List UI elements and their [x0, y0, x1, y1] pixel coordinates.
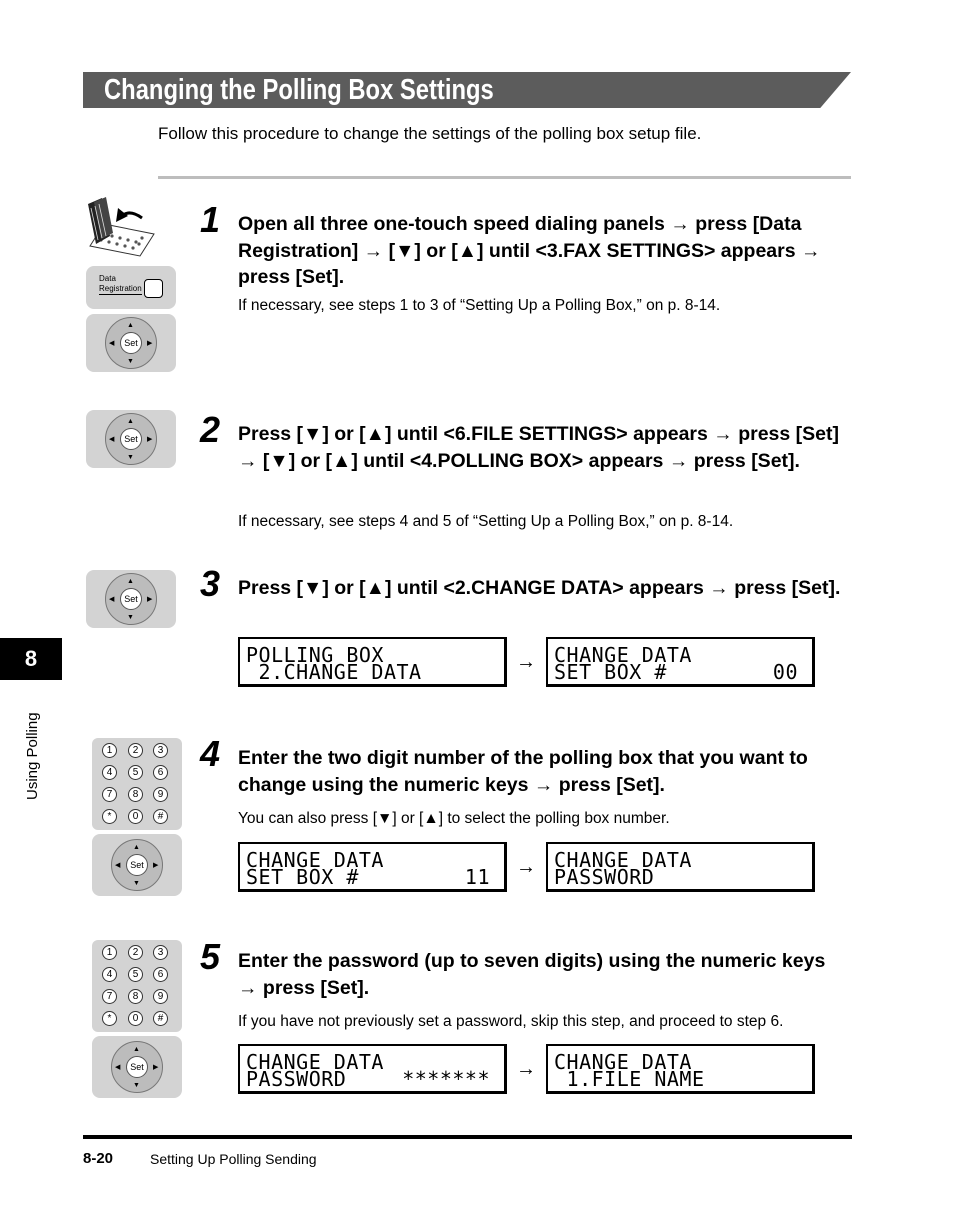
- key-3[interactable]: 3: [153, 945, 168, 960]
- numeric-keypad: [92, 940, 182, 1032]
- lcd-line-2: [554, 1067, 812, 1091]
- step-number: 3: [200, 563, 221, 604]
- data-registration-button[interactable]: [144, 279, 163, 298]
- chapter-label: Using Polling: [24, 712, 41, 800]
- lcd-display: [546, 1044, 815, 1094]
- set-button[interactable]: Set: [120, 428, 142, 450]
- left-arrow-icon: ◀: [109, 596, 115, 603]
- down-arrow-icon: ▼: [127, 358, 134, 365]
- step-instruction: Press [▼] or [▲] until <2.CHANGE DATA> appears → press [Set].: [238, 577, 841, 599]
- key-0[interactable]: 0: [128, 1011, 143, 1026]
- dpad-panel: [86, 314, 176, 372]
- key-7[interactable]: 7: [102, 989, 117, 1004]
- key-star[interactable]: *: [102, 809, 117, 824]
- one-touch-panels-icon: [84, 196, 156, 260]
- page-title: Changing the Polling Box Settings: [104, 74, 494, 106]
- key-9[interactable]: 9: [153, 787, 168, 802]
- lcd-display: [546, 842, 815, 892]
- data-registration-label-2: Registration: [99, 284, 142, 293]
- key-5[interactable]: 5: [128, 967, 143, 982]
- lcd-line-1: POLLING BOX: [246, 643, 384, 667]
- key-2[interactable]: 2: [128, 945, 143, 960]
- left-arrow-icon: ◀: [115, 862, 121, 869]
- up-arrow-icon: ▲: [133, 1046, 140, 1053]
- lcd-line-2-text: 1.FILE NAME: [554, 1067, 705, 1091]
- up-arrow-icon: ▲: [127, 418, 134, 425]
- arrow-icon: →: [516, 856, 536, 878]
- lcd-line-2: [554, 865, 812, 889]
- down-arrow-icon: ▼: [127, 454, 134, 461]
- key-3[interactable]: 3: [153, 743, 168, 758]
- dpad-panel: [92, 834, 182, 896]
- right-arrow-icon: ▶: [147, 340, 153, 347]
- right-arrow-icon: ▶: [147, 436, 153, 443]
- intro-text: Follow this procedure to change the settings of the polling box setup file.: [158, 124, 702, 143]
- lcd-line-2: [246, 865, 504, 889]
- set-button[interactable]: Set: [120, 332, 142, 354]
- page-number: 8-20: [83, 1150, 114, 1167]
- step-number: 2: [200, 409, 221, 450]
- right-arrow-icon: ▶: [153, 1064, 159, 1071]
- step-note: You can also press [▼] or [▲] to select the polling box number.: [238, 810, 670, 827]
- key-hash[interactable]: #: [153, 1011, 168, 1026]
- key-2[interactable]: 2: [128, 743, 143, 758]
- right-arrow-icon: ▶: [147, 596, 153, 603]
- lcd-display: [238, 1044, 507, 1094]
- data-registration-label-1: Data: [99, 274, 116, 283]
- step-instruction: Enter the password (up to seven digits) using the numeric keys → press [Set].: [238, 950, 826, 999]
- divider: [158, 176, 851, 179]
- lcd-line-1: CHANGE DATA: [246, 1050, 384, 1074]
- left-arrow-icon: ◀: [115, 1064, 121, 1071]
- key-7[interactable]: 7: [102, 787, 117, 802]
- numeric-keypad: [92, 738, 182, 830]
- lcd-line-2: [246, 660, 504, 684]
- step-note: If you have not previously set a password, skip this step, and proceed to step 6.: [238, 1013, 784, 1030]
- left-arrow-icon: ◀: [109, 436, 115, 443]
- dpad[interactable]: [105, 573, 157, 625]
- step-note: If necessary, see steps 4 and 5 of “Setting Up a Polling Box,” on p. 8-14.: [238, 513, 734, 530]
- lcd-line-2-text: PASSWORD: [554, 865, 655, 889]
- key-star[interactable]: *: [102, 1011, 117, 1026]
- lcd-line-2-text: PASSWORD: [246, 1067, 347, 1091]
- lcd-line-1: CHANGE DATA: [246, 848, 384, 872]
- footer-section-title: Setting Up Polling Sending: [150, 1151, 317, 1167]
- step-instruction: Open all three one-touch speed dialing panels → press [Data Registration] → [▼] or [▲] until <3.FAX SETTINGS> appears → press [Set].: [238, 213, 821, 288]
- dpad-panel: [86, 410, 176, 468]
- dpad-panel: [92, 1036, 182, 1098]
- lcd-display: [238, 637, 507, 687]
- lcd-line-1: CHANGE DATA: [554, 643, 692, 667]
- key-1[interactable]: 1: [102, 945, 117, 960]
- key-0[interactable]: 0: [128, 809, 143, 824]
- lcd-line-2-value: 00: [772, 660, 798, 684]
- step-instruction: Press [▼] or [▲] until <6.FILE SETTINGS> appears → press [Set] → [▼] or [▲] until <4.POLLING BOX> appears → press [Set].: [238, 423, 839, 472]
- step-number: 5: [200, 936, 221, 977]
- dpad[interactable]: [105, 413, 157, 465]
- step-number: 4: [200, 733, 221, 774]
- key-8[interactable]: 8: [128, 989, 143, 1004]
- key-4[interactable]: 4: [102, 967, 117, 982]
- lcd-line-2-value: 11: [464, 865, 490, 889]
- lcd-line-1: CHANGE DATA: [554, 848, 692, 872]
- lcd-line-2-value: *******: [402, 1067, 490, 1091]
- arrow-icon: →: [516, 1058, 536, 1080]
- key-8[interactable]: 8: [128, 787, 143, 802]
- step-note: If necessary, see steps 1 to 3 of “Setting Up a Polling Box,” on p. 8-14.: [238, 297, 721, 314]
- lcd-line-2: [554, 660, 812, 684]
- left-arrow-icon: ◀: [109, 340, 115, 347]
- key-6[interactable]: 6: [153, 967, 168, 982]
- set-button[interactable]: Set: [120, 588, 142, 610]
- key-5[interactable]: 5: [128, 765, 143, 780]
- key-hash[interactable]: #: [153, 809, 168, 824]
- dpad[interactable]: [111, 839, 163, 891]
- up-arrow-icon: ▲: [127, 322, 134, 329]
- step-instruction: Enter the two digit number of the polling box that you want to change using the numeric keys → press [Set].: [238, 747, 808, 796]
- lcd-display: [238, 842, 507, 892]
- key-1[interactable]: 1: [102, 743, 117, 758]
- chapter-tab: 8: [0, 638, 62, 680]
- up-arrow-icon: ▲: [127, 578, 134, 585]
- data-registration-panel: [86, 266, 176, 309]
- dpad[interactable]: [111, 1041, 163, 1093]
- key-9[interactable]: 9: [153, 989, 168, 1004]
- lcd-line-2-text: SET BOX #: [554, 660, 667, 684]
- arrow-icon: →: [516, 651, 536, 673]
- down-arrow-icon: ▼: [133, 1082, 140, 1089]
- key-6[interactable]: 6: [153, 765, 168, 780]
- dpad-panel: [86, 570, 176, 628]
- down-arrow-icon: ▼: [127, 614, 134, 621]
- step-number: 1: [200, 199, 221, 240]
- lcd-line-1: CHANGE DATA: [554, 1050, 692, 1074]
- set-button[interactable]: Set: [126, 1056, 148, 1078]
- down-arrow-icon: ▼: [133, 880, 140, 887]
- footer-rule: [83, 1135, 852, 1139]
- up-arrow-icon: ▲: [133, 844, 140, 851]
- dpad[interactable]: [105, 317, 157, 369]
- key-4[interactable]: 4: [102, 765, 117, 780]
- lcd-line-2-text: 2.CHANGE DATA: [246, 660, 422, 684]
- lcd-line-2: [246, 1067, 504, 1091]
- right-arrow-icon: ▶: [153, 862, 159, 869]
- lcd-display: [546, 637, 815, 687]
- set-button[interactable]: Set: [126, 854, 148, 876]
- lcd-line-2-text: SET BOX #: [246, 865, 359, 889]
